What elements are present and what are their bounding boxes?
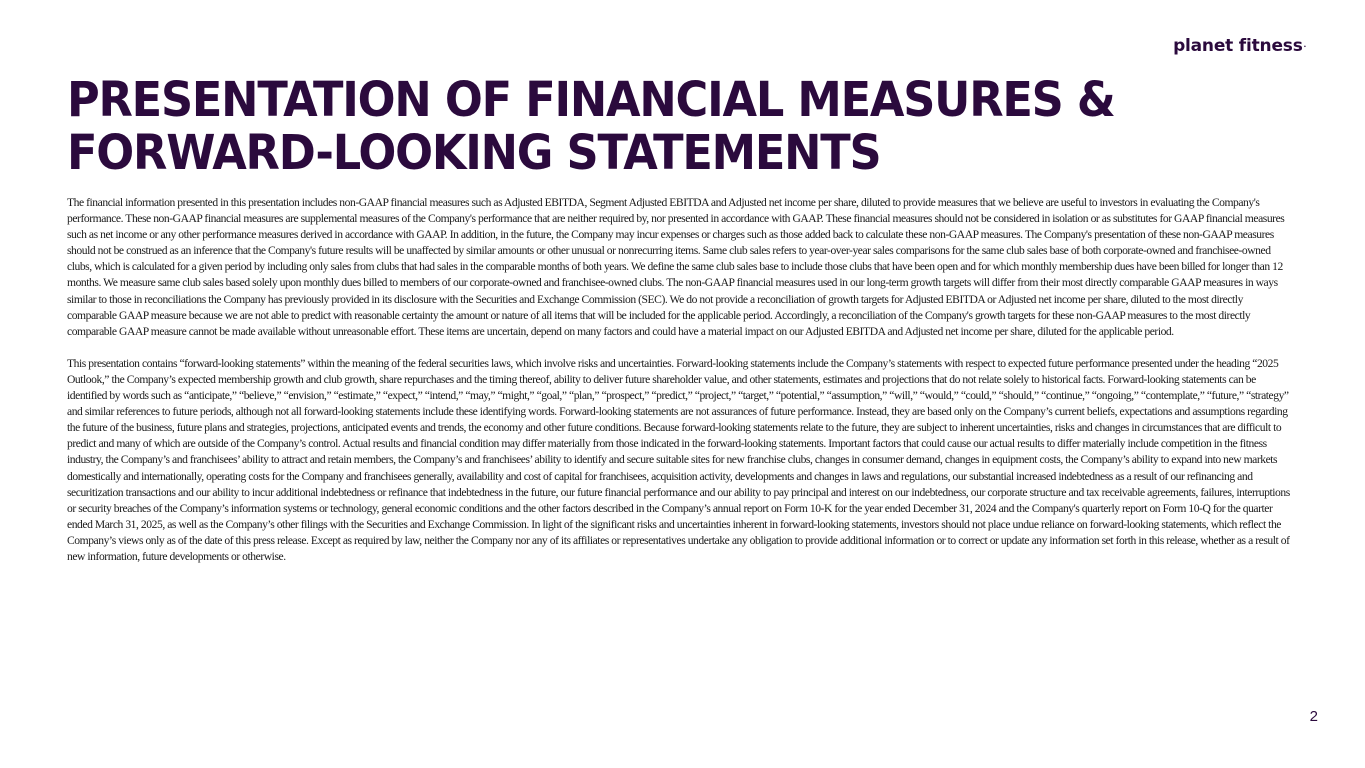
non-gaap-paragraph: The financial information presented in this presentation includes non-GAAP financial measures such as Adjusted EBITDA, Segment Adjusted EBITDA and Adjusted net income per share, diluted to provide measures that we believe are useful to investors in evaluating the Company's performance. These non-GAAP financial measures are supplemental measures of the Company's performance that are neither required by, nor presented in accordance with GAAP. These financial measures should not be considered in isolation or as substitutes for GAAP financial measures such as net income or any other performance measures derived in accordance with GAAP. In addition, in the future, the Company may incur expenses or charges such as those added back to calculate these non-GAAP measures. The Company's presentation of these non-GAAP measures should not be construed as an inference that the Company's future results will be unaffected by similar amounts or other unusual or nonrecurring items. Same club sales refers to year-over-year sales comparisons for the same club sales base of both corporate-owned and franchisee-owned clubs, which is calculated for a given period by including only sales from clubs that had sales in the comparable months of both years. We define the same club sales base to include those clubs that have been open and for which monthly membership dues have been billed for longer than 12 months. We measure same club sales based solely upon monthly dues billed to members of our corporate-owned and franchisee-owned clubs. The non-GAAP financial measures used in our long-term growth targets will differ from their most directly comparable GAAP measures in ways similar to those in reconciliations the Company has previously provided in its disclosure with the Securities and Exchange Commission (SEC). We do not provide a reconciliation of growth targets for Adjusted EBITDA or Adjusted net income per share, diluted to the most directly comparable GAAP measure because we are not able to predict with reasonable certainty the amount or nature of all items that will be included for the applicable period. Accordingly, a reconciliation of the Company's growth targets for these non-GAAP measures to the most directly comparable GAAP measure cannot be made available without unreasonable effort. These items are uncertain, depend on many factors and could have a material impact on our Adjusted EBITDA and Adjusted net income per share, diluted for the applicable period.	[67, 196, 1285, 338]
page-number: 2	[1309, 708, 1318, 725]
planet-fitness-logo	[1173, 36, 1306, 56]
logo-text: planet fitness	[1173, 36, 1303, 56]
forward-looking-paragraph: This presentation contains “forward-looking statements” within the meaning of the federal securities laws, which involve risks and uncertainties. Forward-looking statements include the Company’s statements with respect to expected future performance presented under the heading “2025 Outlook,” the Company’s expected membership growth and club growth, share repurchases and the timing thereof, ability to deliver future shareholder value, and other statements, estimates and projections that do not relate solely to historical facts. Forward-looking statements can be identified by words such as “anticipate,” “believe,” “envision,” “estimate,” “expect,” “intend,” “may,” “might,” “goal,” “plan,” “prospect,” “predict,” “project,” “target,” “potential,” “assumption,” “will,” “would,” “could,” “should,” “continue,” “ongoing,” “contemplate,” “future,” “strategy” and similar references to future periods, although not all forward-looking statements include these identifying words. Forward-looking statements are not assurances of future performance. Instead, they are based only on the Company’s current beliefs, expectations and assumptions regarding the future of the business, future plans and strategies, projections, anticipated events and trends, the economy and other future conditions. Because forward-looking statements relate to the future, they are subject to inherent uncertainties, risks and changes in circumstances that are difficult to predict and many of which are outside of the Company’s control. Actual results and financial condition may differ materially from those indicated in the forward-looking statements. Important factors that could cause our actual results to differ materially include competition in the fitness industry, the Company’s and franchisees’ ability to attract and retain members, the Company’s and franchisees’ ability to identify and secure suitable sites for new franchise clubs, changes in consumer demand, changes in equipment costs, the Company’s ability to expand into new markets domestically and internationally, operating costs for the Company and franchisees generally, availability and cost of capital for franchisees, acquisition activity, developments and changes in laws and regulations, our substantial increased indebtedness as a result of our refinancing and securitization transactions and our ability to incur additional indebtedness or refinance that indebtedness in the future, our future financial performance and our ability to pay principal and interest on our indebtedness, our corporate structure and tax receivable agreements, failures, interruptions or security breaches of the Company’s information systems or technology, general economic conditions and the other factors described in the Company’s annual report on Form 10-K for the year ended December 31, 2024 and the Company's quarterly report on Form 10-Q for the quarter ended March 31, 2025, as well as the Company’s other filings with the Securities and Exchange Commission. In light of the significant risks and uncertainties inherent in forward-looking statements, investors should not place undue reliance on forward-looking statements, which reflect the Company’s views only as of the date of this press release. Except as required by law, neither the Company nor any of its affiliates or representatives undertake any obligation to provide additional information or to correct or update any information set forth in this release, whether as a result of new information, future developments or otherwise.	[67, 356, 1290, 563]
page-title: PRESENTATION OF FINANCIAL MEASURES & FORWARD-LOOKING STATEMENTS	[67, 72, 1115, 181]
disclaimer-body	[67, 195, 1292, 565]
logo-trademark-mark: •	[1303, 44, 1306, 49]
